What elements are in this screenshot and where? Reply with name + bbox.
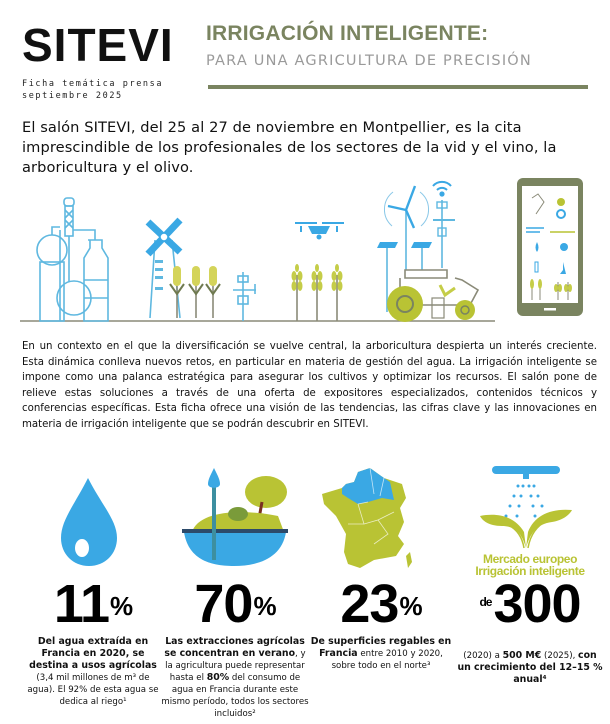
stat-value [160,574,310,634]
market-label-line2: Irrigación inteligente [475,564,585,578]
stat-description-bold: Del agua extraída en Francia en 2020, se destina a usos agrícolas [29,636,157,671]
title-underline [208,85,588,89]
stat-prefix: de [479,595,492,609]
tractor-icon [387,270,478,322]
market-label-line1: Mercado europeo [482,552,578,566]
distillery-icon [37,198,108,321]
wheat-icon [292,264,343,321]
stat-water-agriculture [22,574,164,708]
stat-description [455,650,605,686]
stat-number: 300 [493,574,581,634]
france-map-icon [318,464,436,572]
stat-description-bold: Las extracciones agrícolas se concentran en verano [164,636,305,659]
corn-icon [170,266,220,318]
stat-irrigable-surfaces [308,574,454,672]
stat-unit: % [109,591,133,621]
stat-description-mid: , y la agricultura puede representar hasta el [165,649,306,683]
page-title: IRRIGACIÓN INTELIGENTE: [206,22,489,45]
stat-summer-extraction [160,574,310,720]
stat-european-market [455,574,605,686]
stat-description-mid: (2025), [541,651,579,661]
weather-station-icon [233,272,256,321]
sitevi-logo: SITEVI [22,19,174,71]
stat-description [308,636,454,672]
stat-value [308,574,454,634]
intro-paragraph: El salón SITEVI, del 25 al 27 de noviembre en Montpellier, es la cita imprescindible de los profesionales de los sectores de la vid y el vino, la arboricultura y el olivo. [22,119,557,176]
stat-description-rest: del consumo de agua en Francia durante este mismo período, todos los sectores incluidos² [161,673,309,719]
stat-description-bold: 500 M€ [502,650,542,661]
smartphone-icon [517,178,583,316]
stat-unit: % [253,591,276,621]
drone-icon [295,222,344,240]
stat-number: 70 [194,574,253,634]
body-paragraph: En un contexto en el que la diversificación se vuelve central, la arboricultura despierta un interés creciente. Esta dinámica conlleva nuevos retos, en particular en materia de gestión del agua. La irrigación inteligente se impone como una palanca estratégica para asegurar los cultivos y optimizar los recursos. El salón pone de relieve estas soluciones a través de una oferta de expositores especializados, contenidos técnicos y conferencias específicas. Esta ficha ofrece una visión de las tendencias, las cifras clave y las innovaciones en materia de irrigación inteligente que se podrán descubrir en SITEVI. [22,341,597,430]
stat-number: 11 [53,574,109,634]
document-date: septiembre 2025 [22,91,123,101]
agriculture-illustration [0,170,610,330]
stat-description-bold2: 80% [206,672,230,683]
stat-unit: % [399,591,422,621]
water-drop-icon [55,474,125,570]
stat-number: 23 [340,574,399,634]
stat-description [160,636,310,720]
document-type: Ficha temática prensa [22,79,164,89]
stat-description-rest: entre 2010 y 2020, sobre todo en el norte³ [331,649,443,671]
document-meta [22,78,163,102]
stat-value [22,574,164,634]
stat-description-rest: (3,4 mil millones de m³ de agua). El 92% de esta agua se dedica al riego¹ [27,673,159,707]
stat-description [22,636,164,708]
wifi-icon [433,182,455,268]
irrigated-land-icon [178,462,290,570]
stat-description-bold: De superficies regables en Francia [310,636,452,659]
stat-description-bold2: con un crecimiento del 12–15 % anual⁴ [457,650,603,685]
page-subtitle: PARA UNA AGRICULTURA DE PRECISIÓN [206,53,532,69]
stat-description-pre: (2020) a [463,651,503,661]
stat-value [455,574,605,644]
sprinkler-plant-icon [476,462,576,550]
